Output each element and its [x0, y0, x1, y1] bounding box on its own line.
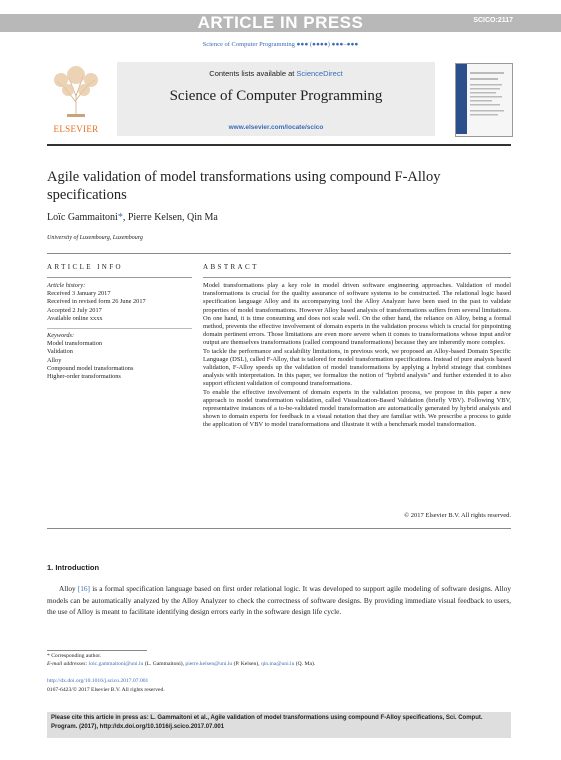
keyword-item: Compound model transformations [47, 364, 134, 372]
abstract-bottom-rule [47, 528, 511, 529]
history-accepted: Accepted 2 July 2017 [47, 306, 102, 314]
history-received: Received 3 January 2017 [47, 290, 111, 298]
doi-block [47, 677, 511, 694]
keyword-item: Model transformation [47, 340, 103, 348]
keyword-item: Higher-order transformations [47, 373, 121, 381]
journal-url-link[interactable]: www.elsevier.com/locate/scico [228, 124, 324, 131]
citation-text: Please cite this article in press as: L. Gammaitoni et al., Agile validation of model transformations using compound F-Alloy specifications, Sci. Comput. Program. (2017), http://dx.doi.org/10.1016/j.scico.2017.07.001 [51, 715, 483, 730]
doi-link[interactable]: http://dx.doi.org/10.1016/j.scico.2017.07.001 [47, 678, 149, 684]
email-owner: (L. Gammaitoni), [143, 661, 186, 667]
history-revised: Received in revised form 26 June 2017 [47, 298, 146, 306]
email-label: E-mail addresses: [47, 661, 89, 667]
article-info-heading: ARTICLE INFO [47, 263, 124, 271]
issn-line: 0167-6423/© 2017 Elsevier B.V. All rights reserved. [47, 686, 165, 693]
corresponding-author-note: * Corresponding author. [47, 653, 102, 659]
introduction-paragraph [47, 583, 511, 618]
abstract-paragraph: To enable the effective involvement of domain experts in the validation process, we propose in this paper a new approach to model transformation validation, called Visualization-Based Validation (briefly VBV). Following VBV, representative instances of a to-be-validated model transformation are automatically generated by hybrid analysis and shown to domain experts for feedback in a visual notation that they are familiar with. We prescribe a process to guide the application of VBV to model transformations and illustrate it with a benchmark model transformation. [203, 388, 511, 429]
footnote [47, 652, 511, 668]
journal-cover-spine [456, 64, 467, 134]
article-in-press-label: ARTICLE IN PRESS [197, 13, 364, 32]
reference-link[interactable]: [16] [77, 584, 90, 593]
email-addresses [47, 660, 511, 668]
keywords-label: Keywords: [47, 332, 75, 339]
history-online: Available online xxxx [47, 314, 103, 322]
email-owner: (P. Kelsen), [232, 661, 261, 667]
abstract-rule [203, 277, 511, 278]
history-label: Article history: [47, 282, 86, 289]
keyword-item: Validation [47, 348, 73, 356]
abstract-heading: ABSTRACT [203, 263, 259, 271]
abstract-copyright: © 2017 Elsevier B.V. All rights reserved. [404, 512, 511, 519]
email-link[interactable]: loic.gammaitoni@uni.lu [88, 661, 144, 667]
keywords-list [47, 332, 197, 381]
journal-reference-link[interactable]: Science of Computer Programming ●●● (●●●●) ●●●–●●● [202, 41, 359, 48]
affiliation: University of Luxembourg, Luxembourg [47, 235, 143, 241]
article-info-mid-rule [47, 328, 192, 329]
affiliation-divider [47, 253, 511, 254]
abstract-body [203, 282, 511, 430]
article-code: SCICO:2117 [473, 17, 513, 24]
article-title: Agile validation of model transformations using compound F-Alloy specifications [47, 169, 441, 203]
email-link[interactable]: qin.ma@uni.lu [260, 661, 295, 667]
author-others: , Pierre Kelsen, Qin Ma [122, 212, 218, 223]
author-primary: Loïc Gammaitoni [47, 212, 118, 223]
abstract-paragraph: Model transformations play a key role in model driven software engineering approaches. Validation of model transformations is crucial for the quality assurance of software systems to be constructed. The relational logic based specification language Alloy and its accompanying tool the Alloy Analyzer have been used in the past to validate properties of model transformations. However Alloy based analysis of transformations suffers from several limitations. On one hand, it is time consuming and does not scale well. On the other hand, the reliance on Alloy, being a formal method, prevents the effective involvement of domain experts in the validation process which is crucial for pinpointing domain pertinent errors. Those limitations are even more severe when it comes to transformations whose input and/or output are themselves transformations (called compound transformations) because they are inherently more complex. [203, 282, 511, 347]
journal-title: Science of Computer Programming [169, 88, 383, 104]
elsevier-wordmark: ELSEVIER [53, 124, 99, 134]
contents-prefix: Contents lists available at [209, 69, 297, 78]
footnote-rule [47, 650, 147, 651]
email-owner: (Q. Ma). [294, 661, 316, 667]
email-link[interactable]: pierre.kelsen@uni.lu [185, 661, 233, 667]
contents-available-line [117, 69, 435, 78]
intro-text-rest: is a formal specification language based on first order relational logic. It was developed to support agile modeling of software designs. Alloy models can be automatically analyzed by the Alloy Analyzer to check the correctness of software designs. By providing immediate visual feedback to users, the use of Alloy is meant to facilitate identifying design errors early in the software design life cycle. [47, 584, 511, 616]
abstract-paragraph: To tackle the performance and scalability limitations, in previous work, we proposed an Alloy-based Domain Specific Language (DSL), called F-Alloy, that is tailored for model transformation specifications. Instead of pure analysis based validation, F-Alloy speeds up the validation of model transformations by applying a hybrid strategy that combines analysis with interpretation. In this paper, we formalize the notion of "hybrid analysis" and further extended it to also support efficient validation of compound transformations. [203, 347, 511, 388]
corresponding-author-mark[interactable]: * [117, 212, 123, 223]
keyword-item: Alloy [47, 356, 62, 364]
intro-text-start: Alloy [59, 584, 78, 593]
journal-cover-lines [470, 70, 508, 130]
author-list [47, 212, 218, 223]
article-history [47, 282, 197, 323]
header-divider [47, 144, 511, 146]
introduction-heading: 1. Introduction [47, 563, 100, 572]
sciencedirect-link[interactable]: ScienceDirect [296, 69, 343, 78]
article-info-rule [47, 277, 192, 278]
